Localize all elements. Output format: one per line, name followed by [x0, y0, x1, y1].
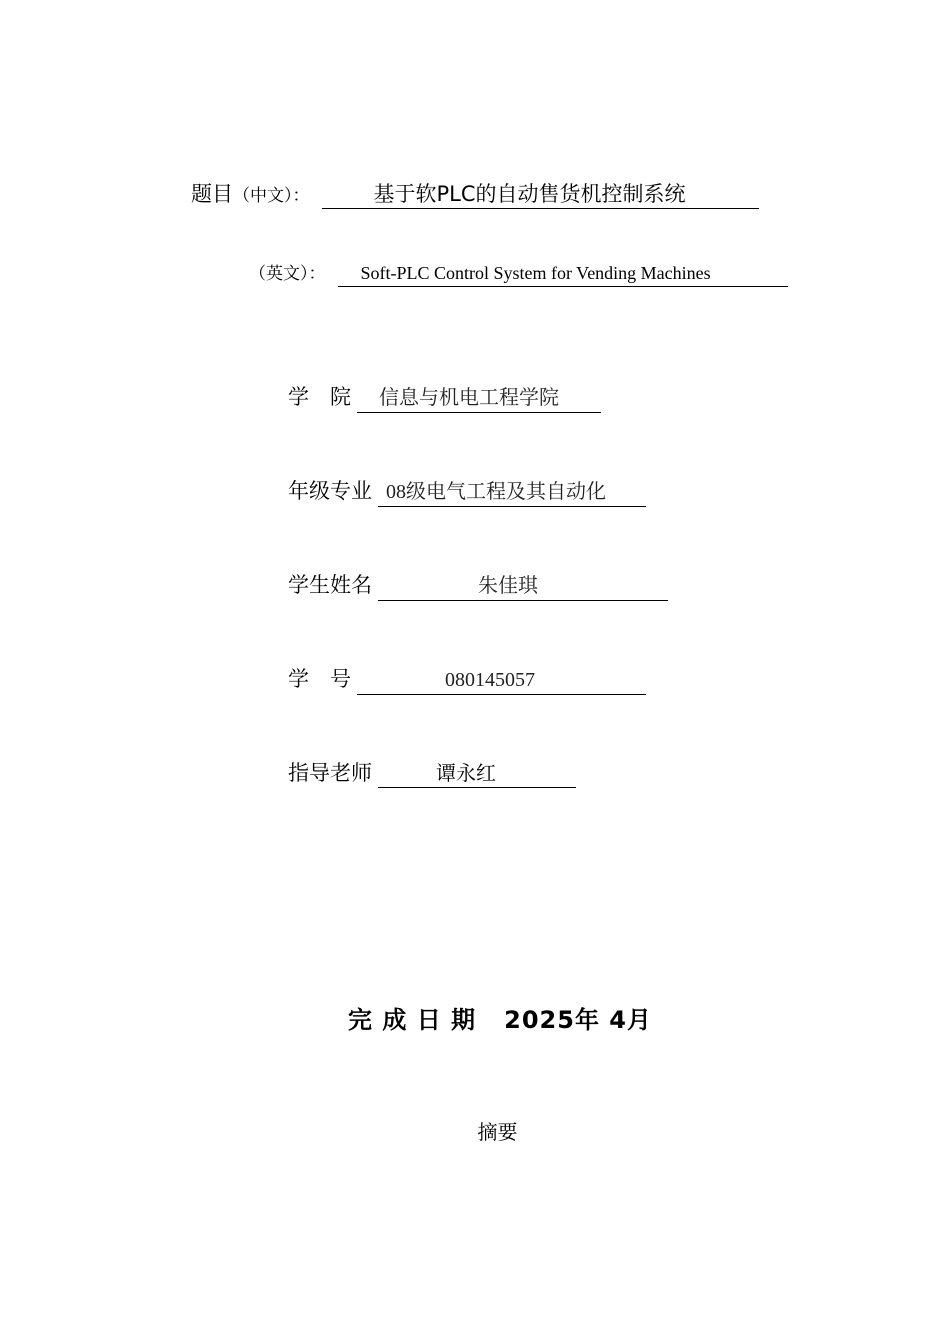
college-label: 学 院: [288, 385, 351, 409]
student-name-row: [288, 569, 668, 601]
major-underline: [378, 480, 646, 507]
student-id-underline: [357, 668, 646, 695]
student-name-underline: [378, 574, 668, 601]
major-value: 08级电气工程及其自动化: [386, 481, 606, 503]
student-name-label: 学生姓名: [288, 573, 372, 597]
completion-year-unit: 年: [574, 1006, 600, 1034]
advisor-row: [288, 757, 576, 788]
student-name-value: 朱佳琪: [478, 575, 538, 597]
major-label: 年级专业: [288, 479, 372, 503]
title-en-underline: [338, 262, 788, 287]
advisor-value: 谭永红: [436, 761, 496, 785]
completion-date: [0, 1000, 950, 1035]
advisor-underline: [378, 761, 576, 788]
completion-month: 4: [609, 1006, 627, 1034]
college-row: [288, 381, 601, 413]
major-row: [288, 475, 646, 507]
college-underline: [357, 386, 601, 413]
abstract-heading: 摘要: [477, 1120, 518, 1144]
completion-year: 2025: [504, 1006, 575, 1034]
student-id-label: 学 号: [288, 667, 351, 691]
title-cn-value: 基于软PLC的自动售货机控制系统: [373, 182, 686, 206]
title-en-sublabel: （英文）：: [249, 264, 326, 284]
title-cn-underline: [322, 181, 759, 209]
completion-label: 完 成 日 期: [347, 1006, 477, 1034]
title-cn-sublabel: （中文）：: [233, 186, 310, 206]
title-english-row: [249, 259, 788, 287]
college-value: 信息与机电工程学院: [379, 387, 559, 409]
title-en-value: Soft-PLC Control System for Vending Machines: [360, 263, 711, 283]
advisor-label: 指导老师: [288, 761, 372, 785]
student-id-row: [288, 663, 646, 695]
title-chinese-row: [191, 178, 759, 209]
title-label: 题目: [191, 182, 233, 206]
completion-month-unit: 月: [627, 1006, 652, 1034]
student-id-value: 080145057: [445, 669, 535, 691]
